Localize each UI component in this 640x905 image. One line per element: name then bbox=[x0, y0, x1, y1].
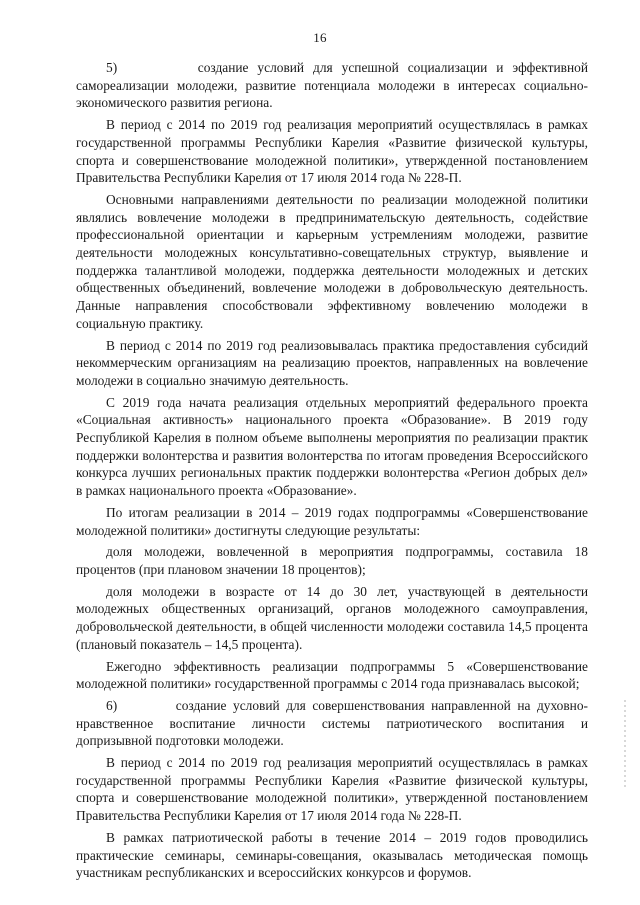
paragraph-result-share-organizations: доля молодежи в возрасте от 14 до 30 лет, участвующей в деятельности молодежных общественных организаций, органов молодежного самоуправления, добровольческой деятельности, в общей численности молодежи составила 14,5 процента (плановый показатель – 14,5 процента). bbox=[76, 583, 588, 652]
document-body bbox=[76, 59, 588, 886]
paragraph-result-share-involved: доля молодежи, вовлеченной в мероприятия подпрограммы, составила 18 процентов (при плановом значении 18 процентов); bbox=[76, 544, 588, 577]
paragraph-subsidies: В период с 2014 по 2019 год реализовывалась практика предоставления субсидий некоммерческим организациям на реализацию проектов, направленных на вовлечение молодежи в социально значимую деятельность. bbox=[76, 337, 588, 388]
paragraph-main-directions: Основными направлениями деятельности по реализации молодежной политики являлись вовлечение молодежи в предпринимательскую деятельность, содействие профессиональной ориентации и карьерным устремлениям молодежи, развитие деятельности молодежных консультативно-совещательных структур, выявление и поддержка талантливой молодежи, поддержка деятельности молодежных и детских общественных объединений, вовлечение молодежи в добровольческую деятельность. Данные направления способствовали эффективному вовлечению молодежи в социальную практику. bbox=[76, 191, 588, 331]
paragraph-item-6: 6) создание условий для совершенствования направленной на духовно-нравственное воспитание личности системы патриотического воспитания и допризывной подготовки молодежи. bbox=[76, 697, 588, 749]
paragraph-efficiency: Ежегодно эффективность реализации подпрограммы 5 «Совершенствование молодежной политики» государственной программы с 2014 года признавалась высокой; bbox=[76, 658, 588, 692]
paragraph-item-5: 5) создание условий для успешной социализации и эффективной самореализации молодежи, развитие потенциала молодежи в интересах социально-экономического развития региона. bbox=[76, 60, 588, 111]
page-number: 16 bbox=[313, 30, 327, 45]
paragraph-federal-project: С 2019 года начата реализация отдельных мероприятий федерального проекта «Социальная активность» национального проекта «Образование». В 2019 году Республикой Карелия в полном объеме выполнены мероприятия по реализации практик поддержки волонтерства и развития волонтерства по итогам проведения Всероссийского конкурса лучших региональных практик поддержки волонтерства «Регион добрых дел» в рамках национального проекта «Образование». bbox=[76, 394, 588, 499]
scan-edge-mark bbox=[624, 700, 626, 790]
paragraph-program-period: В период с 2014 по 2019 год реализация мероприятий осуществлялась в рамках государственной программы Республики Карелия «Развитие физической культуры, спорта и совершенствование молодежной политики», утвержденной постановлением Правительства Республики Карелия от 17 июля 2014 года № 228-П. bbox=[76, 117, 588, 186]
paragraph-patriotic-work: В рамках патриотической работы в течение 2014 – 2019 годов проводились практические семинары, семинары-совещания, оказывалась методическая помощь участникам республиканских и всероссийских конкурсов и форумов. bbox=[76, 829, 588, 881]
paragraph-results-intro: По итогам реализации в 2014 – 2019 годах подпрограммы «Совершенствование молодежной политики» достигнуты следующие результаты: bbox=[76, 504, 588, 538]
paragraph-program-period-2: В период с 2014 по 2019 год реализация мероприятий осуществлялась в рамках государственной программы Республики Карелия «Развитие физической культуры, спорта и совершенствование молодежной политики», утвержденной постановлением Правительства Республики Карелия от 17 июля 2014 года № 228-П. bbox=[76, 755, 588, 824]
